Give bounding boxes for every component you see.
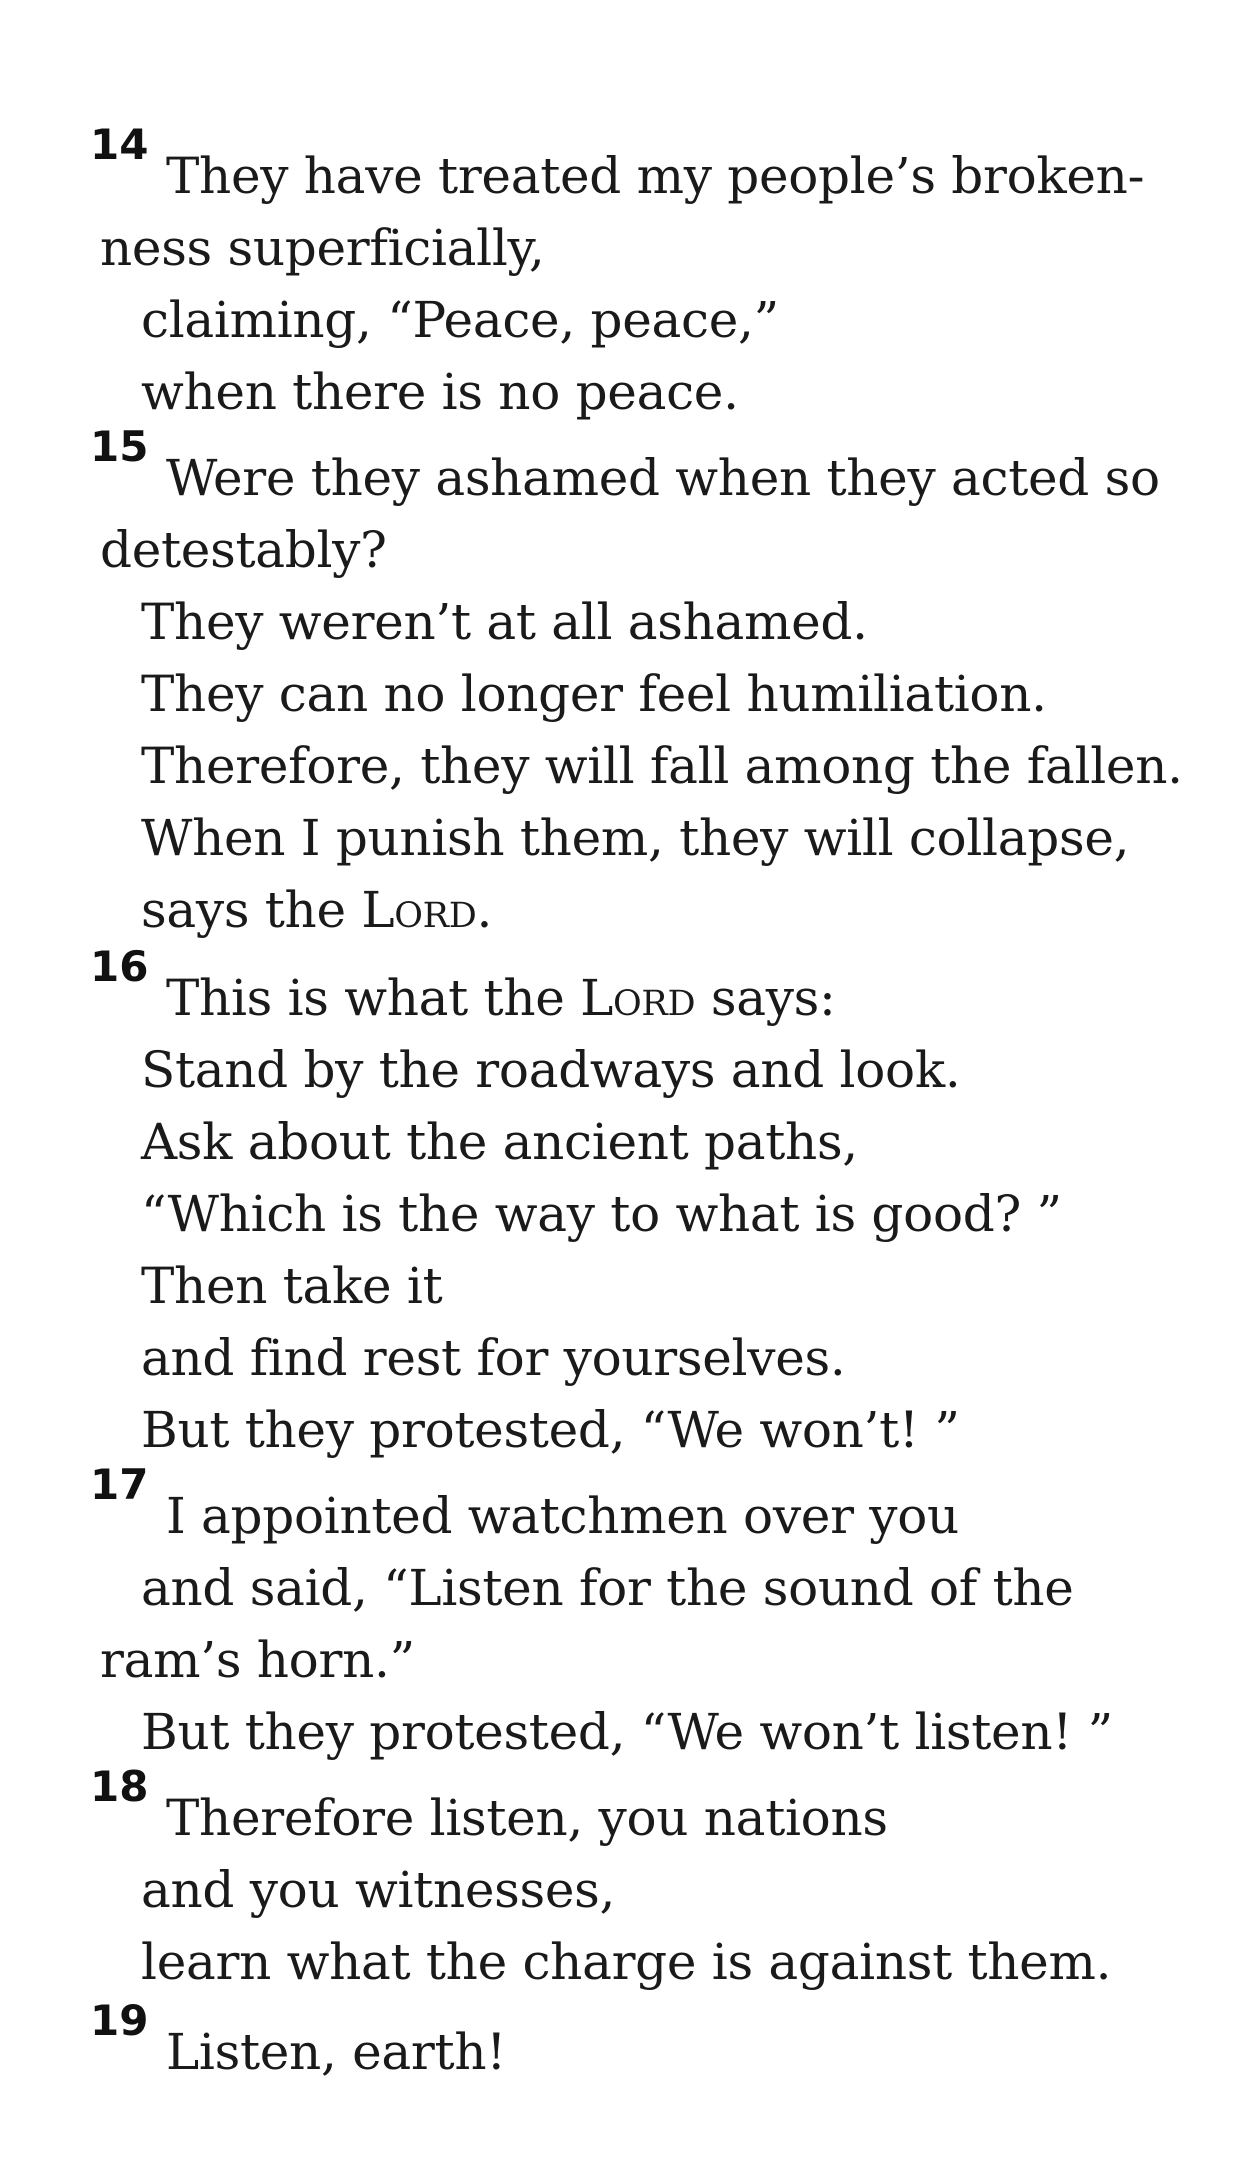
- verse-line: Therefore listen, you nations: [166, 1789, 888, 1847]
- verse-line: learn what the charge is against them.: [141, 1933, 1112, 1991]
- verse-line: and find rest for yourselves.: [141, 1329, 846, 1387]
- verse-line: [166, 962, 836, 1034]
- verse-number: 14: [90, 120, 149, 169]
- verse-line: But they protested, “We won’t! ”: [141, 1401, 960, 1459]
- verse-text: .: [476, 881, 493, 939]
- verse-text: says:: [695, 969, 836, 1027]
- verse-line: Stand by the roadways and look.: [141, 1041, 961, 1099]
- verse-line: and said, “Listen for the sound of the: [141, 1559, 1074, 1617]
- verse-line: ness superficially,: [100, 219, 545, 277]
- verse-line: and you witnesses,: [141, 1861, 616, 1919]
- divine-name: Lord: [580, 969, 696, 1027]
- verse-line: I appointed watchmen over you: [166, 1487, 959, 1545]
- verse-number: 15: [90, 422, 149, 471]
- verse-line: Listen, earth!: [166, 2023, 507, 2081]
- verse-line: Then take it: [141, 1257, 443, 1315]
- verse-line: [141, 874, 492, 946]
- verse-line: when there is no peace.: [141, 363, 739, 421]
- verse-line: claiming, “Peace, peace,”: [141, 291, 779, 349]
- verse-line: They have treated my people’s broken-: [166, 147, 1145, 205]
- verse-line: Ask about the ancient paths,: [141, 1113, 858, 1171]
- verse-number: 19: [90, 1996, 149, 2045]
- verse-line: Were they ashamed when they acted so: [166, 449, 1160, 507]
- verse-number: 16: [90, 942, 149, 991]
- verse-text: says the: [141, 881, 362, 939]
- verse-number: 17: [90, 1460, 149, 1509]
- verse-text: This is what the: [166, 969, 581, 1027]
- verse-number: 18: [90, 1762, 149, 1811]
- verse-line: Therefore, they will fall among the fallen.: [141, 737, 1183, 795]
- verse-line: But they protested, “We won’t listen! ”: [141, 1703, 1113, 1761]
- verse-line: detestably?: [100, 521, 387, 579]
- divine-name: Lord: [361, 881, 477, 939]
- verse-line: They can no longer feel humiliation.: [141, 665, 1047, 723]
- verse-line: When I punish them, they will collapse,: [141, 809, 1130, 867]
- verse-line: “Which is the way to what is good? ”: [141, 1185, 1062, 1243]
- verse-line: They weren’t at all ashamed.: [141, 593, 868, 651]
- verse-line: ram’s horn.”: [100, 1631, 415, 1689]
